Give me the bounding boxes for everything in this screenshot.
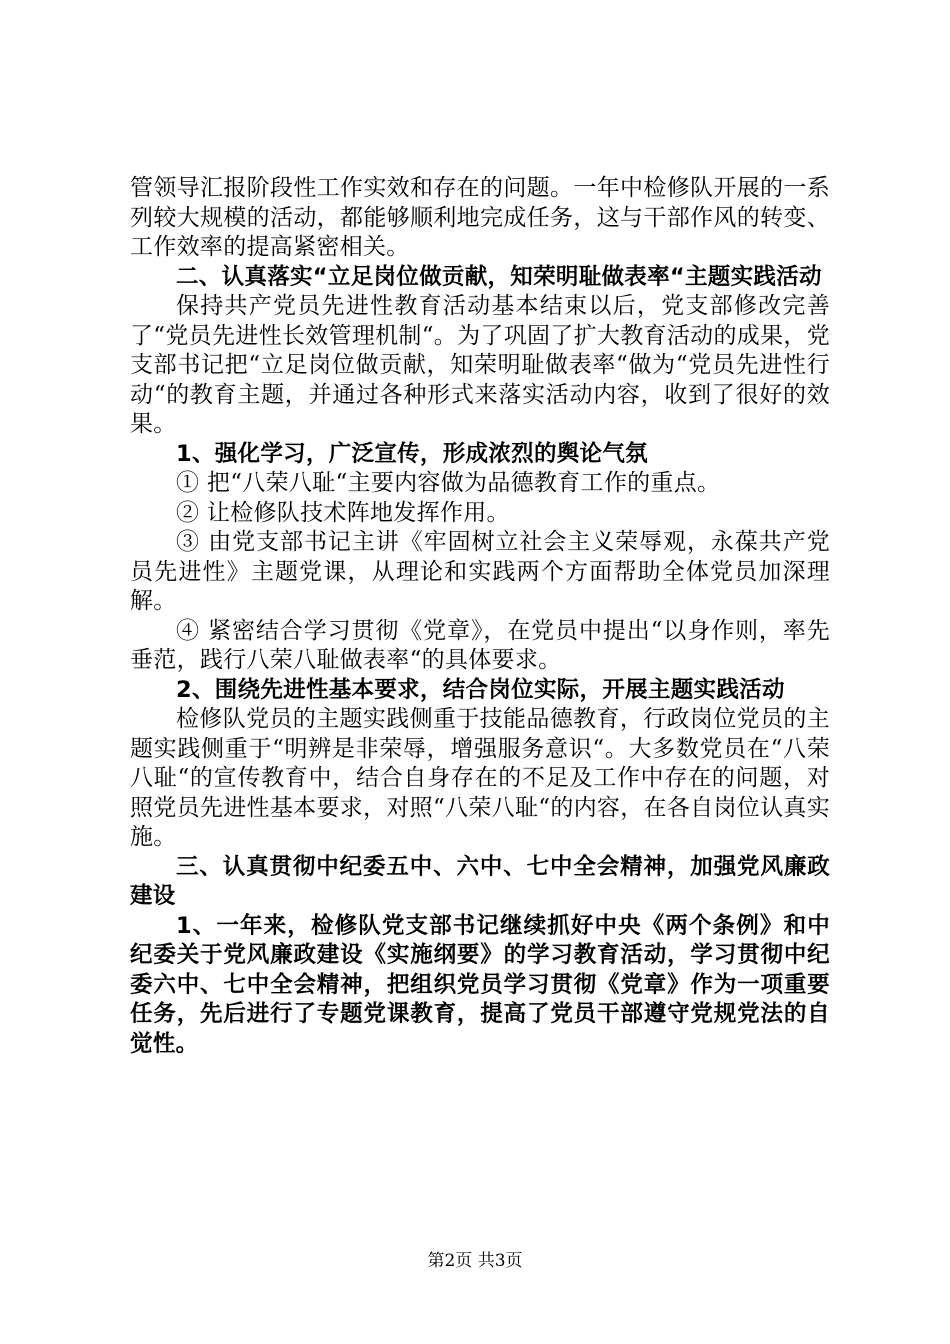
paragraph-1: 管领导汇报阶段性工作实效和存在的问题。一年中检修队开展的一系列较大规模的活动，都能够顺利地完成任务，这与干部作风的转变、工作效率的提高紧密相关。 — [130, 175, 830, 260]
page-footer: 第2页 共3页 — [427, 1251, 523, 1271]
paragraph-12: 1、一年来，检修队党支部书记继续抓好中央《两个条例》和中纪委关于党风廉政建设《实施纲要》的学习教育活动，学习贯彻中纪委六中、七中全会精神，把组织党员学习贯彻《党章》作为一项重要任务，先后进行了专题党课教育，提高了党员干部遵守党规党法的自觉性。 — [130, 912, 830, 1057]
list-item-7: ③ 由党支部书记主讲《牢固树立社会主义荣辱观，永葆共产党员先进性》主题党课，从理论和实践两个方面帮助全体党员加深理解。 — [130, 529, 830, 614]
paragraph-3: 保持共产党员先进性教育活动基本结束以后，党支部修改完善了“党员先进性长效管理机制“。为了巩固了扩大教育活动的成果，党支部书记把“立足岗位做贡献，知荣明耻做表率“做为“党员先进性行动“的教育主题，并通过各种形式来落实活动内容，收到了很好的效果。 — [130, 293, 830, 437]
list-item-6: ② 让检修队技术阵地发挥作用。 — [176, 499, 510, 526]
section-heading-2: 二、认真落实“立足岗位做贡献，知荣明耻做表率“主题实践活动 — [176, 263, 822, 290]
subheading-9: 2、围绕先进性基本要求，结合岗位实际，开展主题实践活动 — [176, 676, 785, 703]
subheading-4: 1、强化学习，广泛宣传，形成浓烈的舆论气氛 — [176, 440, 648, 467]
list-item-8: ④ 紧密结合学习贯彻《党章》，在党员中提出“以身作则，率先垂范，践行八荣八耻做表率“的具体要求。 — [130, 617, 830, 673]
paragraph-10: 检修队党员的主题实践侧重于技能品德教育，行政岗位党员的主题实践侧重于“明辨是非荣辱，增强服务意识“。大多数党员在“八荣八耻“的宣传教育中，结合自身存在的不足及工作中存在的问题，对照党员先进性基本要求，对照“八荣八耻“的内容，在各自岗位认真实施。 — [130, 706, 830, 850]
document-body — [130, 174, 830, 1059]
list-item-5: ① 把“八荣八耻“主要内容做为品德教育工作的重点。 — [176, 470, 721, 496]
section-heading-11: 三、认真贯彻中纪委五中、六中、七中全会精神，加强党风廉政建设 — [130, 853, 830, 909]
